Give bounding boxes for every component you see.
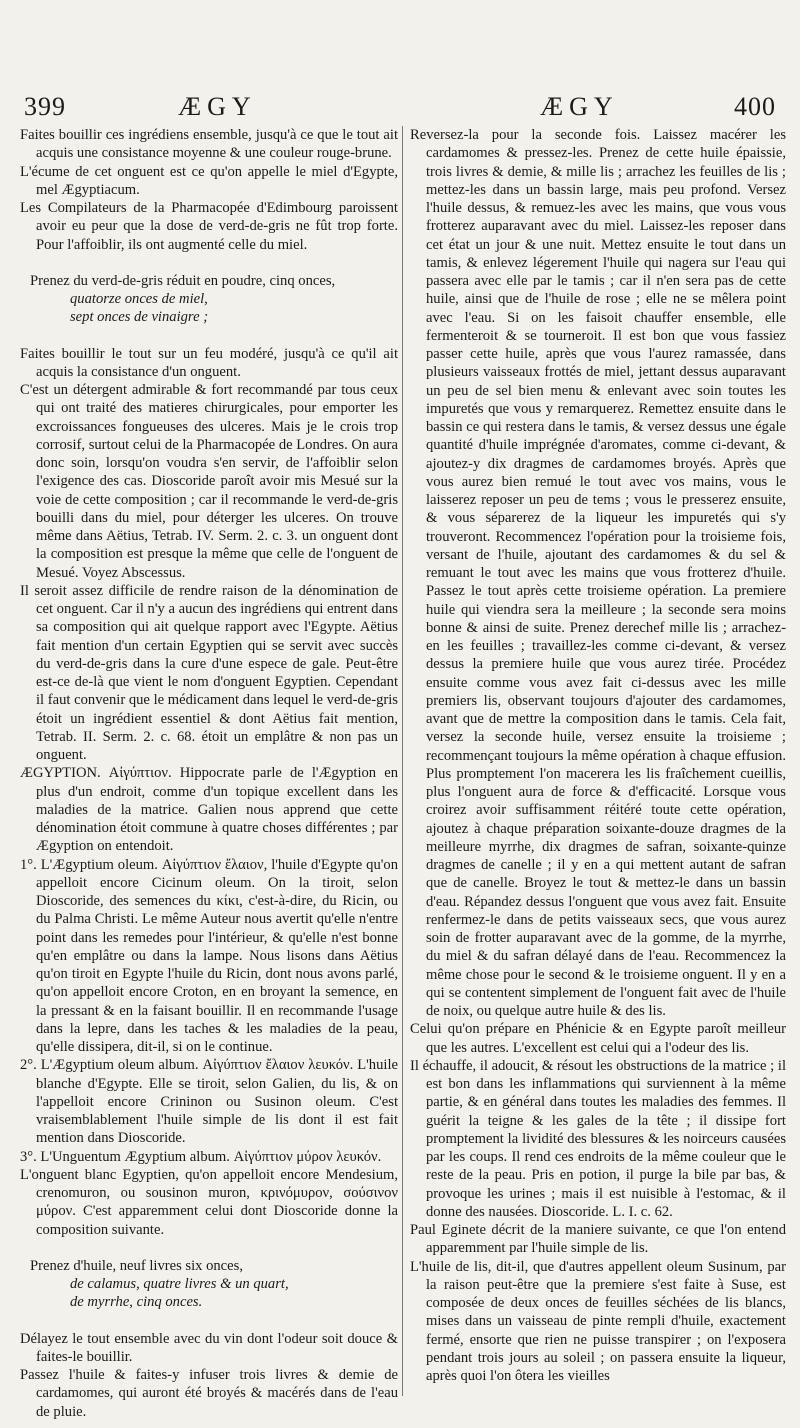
page-number-left: 399 (24, 92, 66, 121)
paragraph: Paul Eginete décrit de la maniere suivante, ce que l'on entend apparemment par l'huile simple de lis. (410, 1222, 786, 1257)
paragraph: Passez l'huile & faites-y infuser trois livres & demie de cardamomes, qui auront été broyés & macérés dans de l'eau de pluie. (20, 1367, 398, 1420)
column-divider (402, 126, 403, 1396)
recipe-line: Prenez d'huile, neuf livres six onces, (30, 1257, 243, 1274)
recipe-line: de myrrhe, cinq onces. (70, 1294, 203, 1311)
paragraph: Faites bouillir le tout sur un feu modéré, jusqu'à ce qu'il ait acquis la consistance d'un onguent. (20, 345, 398, 380)
running-head-right: ÆGY (540, 92, 619, 121)
page-number-right: 400 (734, 92, 776, 121)
paragraph: L'huile de lis, dit-il, que d'autres appellent oleum Susinum, par la raison peut-être que la premiere s'est faite à Suse, est composée de deux onces de feuilles séchées de lis blancs, mises dans un vaisseau de pinte rempli d'huile, exactement fermé, ensorte que rien ne puisse transpirer ; on l'exposera pendant trois jours au soleil ; on passera ensuite la liqueur, après quoi l'on ôtera les vieilles (410, 1258, 786, 1384)
running-head-left: ÆGY (178, 92, 257, 121)
recipe-line: de calamus, quatre livres & un quart, (70, 1276, 289, 1292)
paragraph: 2°. L'Ægyptium oleum album. Αἰγύπτιον ἔλαιον λευκόν. L'huile blanche d'Egypte. Elle se tiroit, selon Galien, du lis, & on l'appelloit encore Crininon ou Susinon oleum. C'est vraisemblablement l'huile simple de lis dont il est fait mention dans Dioscoride. (20, 1057, 398, 1147)
recipe-line: Prenez du verd-de-gris réduit en poudre, cinq onces, (30, 272, 336, 289)
recipe-line: sept onces de vinaigre ; (70, 309, 209, 326)
paragraph: Faites bouillir ces ingrédiens ensemble, jusqu'à ce que le tout ait acquis une consistance moyenne & une couleur rouge-brune. (20, 127, 398, 162)
paragraph: Délayez le tout ensemble avec du vin dont l'odeur soit douce & faites-le bouillir. (20, 1330, 398, 1365)
paragraph: L'écume de cet onguent est ce qu'on appelle le miel d'Egypte, mel Ægyptiacum. (20, 163, 398, 198)
right-column (410, 126, 786, 1385)
paragraph: 1°. L'Ægyptium oleum. Αἰγύπτιον ἔλαιον, l'huile d'Egypte qu'on appelloit encore Cicinum oleum. On la tiroit, selon Dioscoride, des semences du κίκι, c'est-à-dire, du Ricin, ou du Palma Christi. Le même Auteur nous avertit qu'elle n'entre point dans les remedes pour l'intérieur, & qu'elle n'est bonne qu'en emplâtre ou dans la lampe. Nous lisons dans Aëtius qu'on tiroit en Egypte l'huile du Ricin, dont nous avons parlé, qu'on appelloit encore Croton, en en broyant la semence, en la pressant & en la faisant bouillir. Il en recommande l'usage dans la lepre, dans les taches & les maladies de la peau, qu'elle dissipera, dit-il, si on le continue. (20, 856, 398, 1055)
paragraph: Il échauffe, il adoucit, & résout les obstructions de la matrice ; il est bon dans les inflammations qui surviennent à la même partie, & en général dans toutes les maladies des femmes. Il guérit la teigne & les gales de la tête ; il dissipe fort promptement la lividité des blessures & les noirceurs causées par les coups. Il rend ces endroits de la même couleur que le reste de la peau. Pris en potion, il purge la bile par bas, & provoque les urines ; mais il est nuisible à l'estomac, & il donne des nausées. Dioscoride. L. I. c. 62. (410, 1057, 786, 1220)
paragraph: Il seroit assez difficile de rendre raison de la dénomination de cet onguent. Car il n'y a aucun des ingrédiens qui entrent dans sa composition qui ait quelque rapport avec l'Egypte. Aëtius fait mention d'un certain Egyptien qui se servit avec succès du verd-de-gris dans la cure d'une espece de gale. Peut-être est-ce de-là que vient le nom d'onguent Egyptien. Cependant il faut convenir que le médicament dans lequel le verd-de-gris étoit un ingrédient essentiel & dont Aëtius fait mention, Tetrab. II. Serm. 2. c. 68. étoit un emplâtre & non pas un onguent. (20, 582, 398, 763)
paragraph: 3°. L'Unguentum Ægyptium album. Αἰγύπτιον μύρον λευκόν. (20, 1148, 382, 1165)
paragraph: Reversez-la pour la seconde fois. Laissez macérer les cardamomes & pressez-les. Prenez de cette huile épaissie, trois livres & demie, & mille lis ; arrachez les feuilles de lis ; mettez-les dans un bassin large, mais peu profond. Versez l'huile dessus, & remuez-les avec les mains, que vous vous frotterez auparavant avec du miel. Laissez-les reposer dans cet état un jour & une nuit. Mettez ensuite le tout dans un tamis, & enlevez légerement l'huile qui nagera sur l'eau qui passera avec elle par le tamis ; car il n'en sera pas de cette huile, ainsi que de l'huile de rose ; elle ne se mêlera point avec l'eau. Si on les faisoit chauffer ensemble, elle fermenteroit & se tourneroit. Il est bon que vous fassiez passer cette huile, après que vous l'aurez ramassée, dans plusieurs vaisseaux frottés de miel, jettant dessus auparavant un peu de sel bien menu & enlevant avec soin toutes les impuretés que vous y remarquerez. Remettez ensuite dans le bassin ce qui restera dans le tamis, & versez dessus une égale quantité d'huile imprégnée d'aromates, comme ci-devant, & ajoutez-y dix dragmes de cardamomes broyés. Après que vous aurez bien remué le tout avec vos mains, vous le laisserez reposer un peu de tems ; vous le presserez ensuite, & vous séparerez de la liqueur les impuretés qui s'y trouveront. Recommencez l'opération pour la troisieme fois, versant de l'huile, ajoutant des cardamomes & du sel & remuant le tout avec les mains que vous frotterez d'huile. Passez le tout après cette troisieme opération. La premiere huile qui viendra sera la meilleure ; la seconde sera moins bonne & ainsi de suite. Prenez derechef mille lis ; arrachez-en les feuilles ; travaillez-les comme ci-devant, & versez dessus la premiere huile que vous aurez tirée. Procédez ensuite comme vous avez fait ci-dessus avec les mille premiers lis, observant toujours d'ajouter des cardamomes, avant que de mettre la composition dans le tamis. Cela fait, versez la seconde huile, versez ensuite la troisieme ; recommençant toujours la même opération à chaque effusion. Plus promptement l'on macerera les lis fraîchement cueillis, plus l'onguent aura de force & d'efficacité. Lorsque vous croirez avoir suffisamment réitéré toute cette opération, ajoutez à chaque préparation soixante-douze dragmes de la meilleure myrrhe, dix dragmes de safran, soixante-quinze dragmes de canelle ; il y en a qui mettent autant de safran que de canelle. Broyez le tout & mettez-le dans un bassin d'eau. Répandez dessus l'onguent que vous avez fait. Ensuite renfermez-le dans de petits vaisseaux secs, que vous aurez soin de frotter auparavant avec de la gomme, de la myrrhe, du miel & du safran délayé dans de l'eau. Recommencez la même chose pour le second & le troisieme onguent. Il y en a qui se contentent simplement de l'onguent fait avec de l'huile de noix, ou quelque autre huile & des lis. (410, 127, 786, 1019)
paragraph: C'est un détergent admirable & fort recommandé par tous ceux qui ont traité des matieres chirurgicales, pour emporter les excroissances fongueuses des ulceres. Mais je le crois trop corrosif, surtout celui de la Pharmacopée de Londres. On aura donc soin, lorsqu'on voudra s'en servir, de l'affoiblir selon l'exigence des cas. Dioscoride paroît avoir mis Mesué sur la voie de cette composition ; car il recommande le verd-de-gris bouilli dans du miel, pour déterger les ulceres. On trouve même dans Aëtius, Tetrab. IV. Serm. 2. c. 3. un onguent dont la composition est presque la même que celle de l'onguent de Mesué. Voyez Abscessus. (20, 382, 398, 581)
entry-aegyption: ÆGYPTION. Αἰγύπτιον. Hippocrate parle de l'Ægyption en plus d'un endroit, comme d'un topique excellent dans les maladies de la matrice. Galien nous apprend que cette dénomination étoit commune à quatre choses différentes ; par Ægyption on entendoit. (20, 765, 398, 855)
paragraph: L'onguent blanc Egyptien, qu'on appelloit encore Mendesium, crenomuron, ou sousinon muron, κρινόμυρον, σούσινον μύρον. C'est apparemment celui dont Dioscoride donne la composition suivante. (20, 1166, 398, 1238)
paragraph: Celui qu'on prépare en Phénicie & en Egypte paroît meilleur que les autres. L'excellent est celui qui a l'odeur des lis. (410, 1021, 786, 1056)
recipe-line: quatorze onces de miel, (70, 291, 208, 307)
paragraph: Les Compilateurs de la Pharmacopée d'Edimbourg paroissent avoir eu peur que la dose de verd-de-gris ne fût trop forte. Pour l'affoiblir, ils ont augmenté celle du miel. (20, 200, 398, 253)
left-column (20, 126, 398, 1421)
